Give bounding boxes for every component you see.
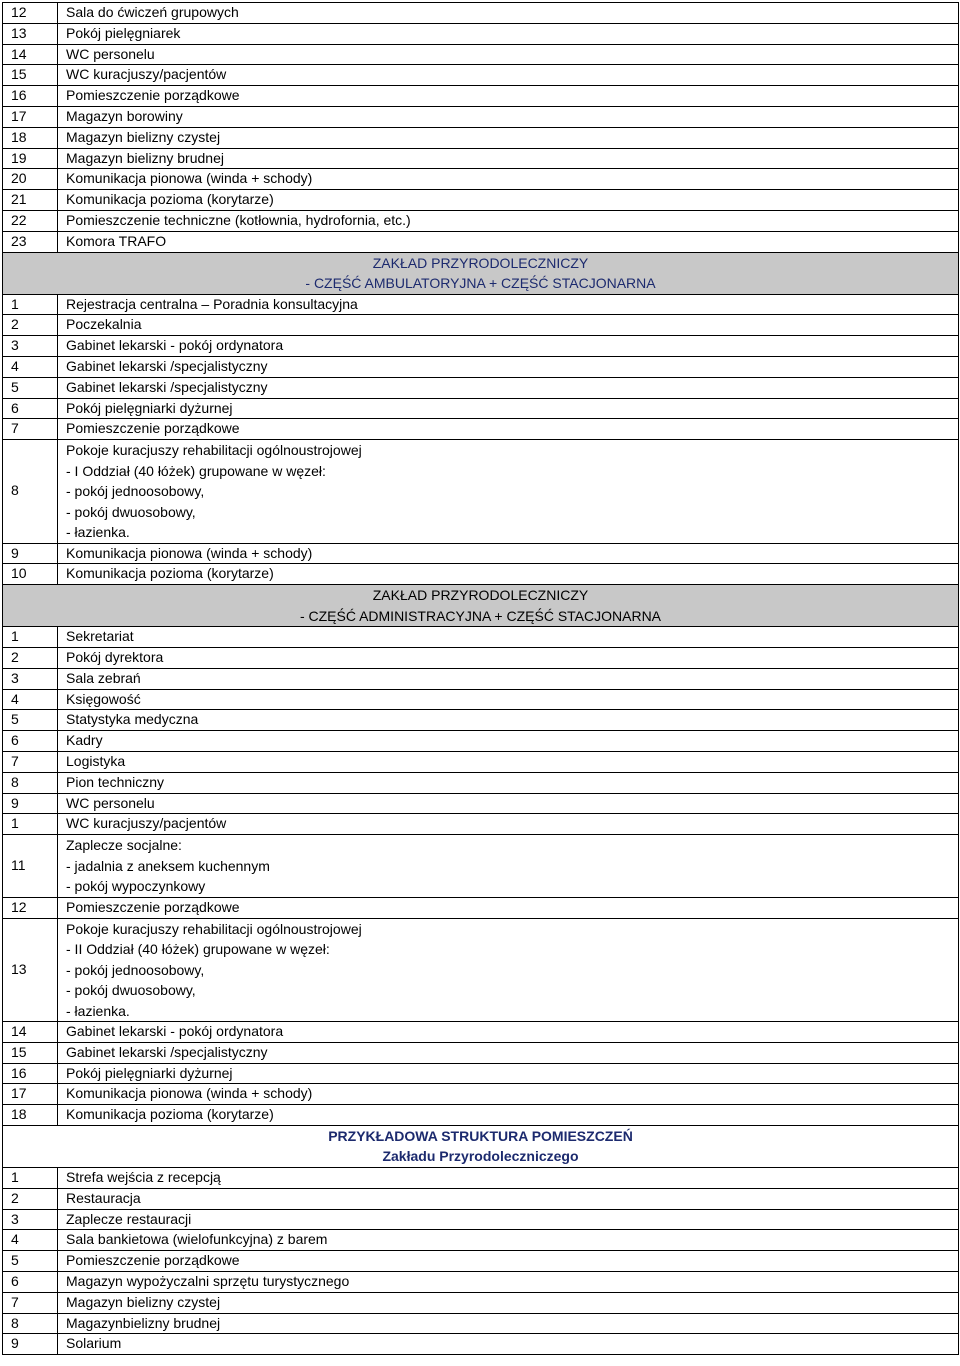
room-number: 8 <box>3 772 58 793</box>
section-header-ambulatory <box>3 252 959 294</box>
table-row <box>3 294 959 315</box>
room-number: 9 <box>3 1334 58 1355</box>
section-title: PRZYKŁADOWA STRUKTURA POMIESZCZEŃ <box>328 1127 633 1144</box>
table-row <box>3 1251 959 1272</box>
room-name-line: - łazienka. <box>66 1002 130 1019</box>
room-number: 5 <box>3 377 58 398</box>
table-row <box>3 106 959 127</box>
room-name: Komunikacja pionowa (winda + schody) <box>58 1084 959 1105</box>
room-number: 18 <box>3 1105 58 1126</box>
room-number: 12 <box>3 897 58 918</box>
room-name: Komunikacja pionowa (winda + schody) <box>58 169 959 190</box>
room-number: 1 <box>3 627 58 648</box>
room-number: 14 <box>3 1022 58 1043</box>
room-name: Magazyn bielizny czystej <box>58 127 959 148</box>
section-title: ZAKŁAD PRZYRODOLECZNICZY <box>372 254 589 271</box>
room-name: Pomieszczenie porządkowe <box>58 897 959 918</box>
room-name: Sala zebrań <box>58 668 959 689</box>
room-name: Pokój pielęgniarki dyżurnej <box>58 398 959 419</box>
room-name: Restauracja <box>58 1188 959 1209</box>
table-row <box>3 772 959 793</box>
room-number: 19 <box>3 148 58 169</box>
room-name: Sekretariat <box>58 627 959 648</box>
room-number: 6 <box>3 398 58 419</box>
room-name-line: - pokój jednoosobowy, <box>66 483 205 500</box>
room-name-line: - pokój jednoosobowy, <box>66 961 205 978</box>
table-row <box>3 814 959 835</box>
room-number: 14 <box>3 44 58 65</box>
room-name: Gabinet lekarski /specjalistyczny <box>58 377 959 398</box>
table-row <box>3 231 959 252</box>
room-name: Poczekalnia <box>58 315 959 336</box>
room-name: Pokój pielęgniarki dyżurnej <box>58 1063 959 1084</box>
room-structure-table <box>2 2 959 1355</box>
room-name-line: - łazienka. <box>66 524 130 541</box>
room-name-line: - jadalnia z aneksem kuchennym <box>66 857 270 874</box>
table-row <box>3 543 959 564</box>
room-number: 9 <box>3 793 58 814</box>
room-name: Logistyka <box>58 752 959 773</box>
section-subtitle: - CZĘŚĆ ADMINISTRACYJNA + CZĘŚĆ STACJONARNA <box>299 607 662 624</box>
room-name-line: Pokoje kuracjuszy rehabilitacji ogólnoustrojowej <box>66 920 362 937</box>
room-name: Strefa wejścia z recepcją <box>58 1167 959 1188</box>
section-header-cell <box>3 1125 959 1167</box>
room-number: 7 <box>3 752 58 773</box>
room-name: Magazynbielizny brudnej <box>58 1313 959 1334</box>
room-name-line: Zaplecze socjalne: <box>66 837 182 854</box>
room-number: 4 <box>3 356 58 377</box>
section-subtitle: - CZĘŚĆ AMBULATORYJNA + CZĘŚĆ STACJONARNA <box>305 275 656 292</box>
room-name: Sala bankietowa (wielofunkcyjna) z barem <box>58 1230 959 1251</box>
room-name: Komunikacja pozioma (korytarze) <box>58 1105 959 1126</box>
room-number: 9 <box>3 543 58 564</box>
room-number: 1 <box>3 1167 58 1188</box>
room-number: 10 <box>3 564 58 585</box>
room-number: 11 <box>3 835 58 898</box>
table-row-multiline <box>3 440 959 544</box>
room-number: 18 <box>3 127 58 148</box>
table-row <box>3 1042 959 1063</box>
table-row <box>3 1209 959 1230</box>
room-name: Rejestracja centralna – Poradnia konsultacyjna <box>58 294 959 315</box>
table-row <box>3 86 959 107</box>
table-row <box>3 356 959 377</box>
table-row <box>3 65 959 86</box>
room-number: 4 <box>3 689 58 710</box>
table-row <box>3 1188 959 1209</box>
room-number: 5 <box>3 710 58 731</box>
room-number: 4 <box>3 1230 58 1251</box>
table-row <box>3 1167 959 1188</box>
room-name: Statystyka medyczna <box>58 710 959 731</box>
room-number: 1 <box>3 814 58 835</box>
room-name-multiline <box>58 440 959 544</box>
table-row <box>3 1022 959 1043</box>
room-name: Zaplecze restauracji <box>58 1209 959 1230</box>
table-row <box>3 1105 959 1126</box>
room-name: WC kuracjuszy/pacjentów <box>58 814 959 835</box>
table-row-multiline <box>3 918 959 1022</box>
table-row <box>3 1271 959 1292</box>
room-name-line: - pokój dwuosobowy, <box>66 503 196 520</box>
table-row <box>3 148 959 169</box>
room-name: Magazyn bielizny brudnej <box>58 148 959 169</box>
table-row <box>3 564 959 585</box>
room-name: Magazyn wypożyczalni sprzętu turystycznego <box>58 1271 959 1292</box>
room-number: 2 <box>3 648 58 669</box>
table-row <box>3 23 959 44</box>
room-name: Pomieszczenie techniczne (kotłownia, hydrofornia, etc.) <box>58 210 959 231</box>
room-name: Sala do ćwiczeń grupowych <box>58 3 959 24</box>
room-number: 8 <box>3 1313 58 1334</box>
table-row <box>3 731 959 752</box>
room-number: 17 <box>3 106 58 127</box>
room-name: Pokój dyrektora <box>58 648 959 669</box>
table-row <box>3 1084 959 1105</box>
room-name: Komunikacja pozioma (korytarze) <box>58 190 959 211</box>
table-row <box>3 190 959 211</box>
table-row <box>3 210 959 231</box>
room-name-multiline <box>58 918 959 1022</box>
room-name-line: - pokój wypoczynkowy <box>66 878 206 895</box>
room-number: 6 <box>3 731 58 752</box>
room-name: Magazyn bielizny czystej <box>58 1292 959 1313</box>
room-name: Pomieszczenie porządkowe <box>58 86 959 107</box>
room-number: 1 <box>3 294 58 315</box>
room-name: Gabinet lekarski - pokój ordynatora <box>58 336 959 357</box>
room-name-line: - I Oddział (40 łóżek) grupowane w węzeł: <box>66 462 326 479</box>
room-number: 8 <box>3 440 58 544</box>
table-row <box>3 127 959 148</box>
room-name: Pokój pielęgniarek <box>58 23 959 44</box>
table-row <box>3 668 959 689</box>
table-row <box>3 1292 959 1313</box>
table-row <box>3 398 959 419</box>
room-name: Pomieszczenie porządkowe <box>58 1251 959 1272</box>
table-row <box>3 315 959 336</box>
room-number: 15 <box>3 65 58 86</box>
table-row <box>3 793 959 814</box>
room-name: Solarium <box>58 1334 959 1355</box>
room-number: 3 <box>3 336 58 357</box>
room-name: WC personelu <box>58 44 959 65</box>
table-row <box>3 419 959 440</box>
room-number: 6 <box>3 1271 58 1292</box>
table-row <box>3 1063 959 1084</box>
section-title: ZAKŁAD PRZYRODOLECZNICZY <box>372 587 589 604</box>
room-number: 3 <box>3 668 58 689</box>
table-row <box>3 689 959 710</box>
section-header-cell <box>3 252 959 294</box>
room-number: 15 <box>3 1042 58 1063</box>
room-number: 3 <box>3 1209 58 1230</box>
room-name: Komunikacja pionowa (winda + schody) <box>58 543 959 564</box>
table-row <box>3 377 959 398</box>
table-row <box>3 1230 959 1251</box>
room-number: 2 <box>3 315 58 336</box>
section-subtitle: Zakładu Przyrodoleczniczego <box>382 1148 579 1165</box>
room-number: 16 <box>3 86 58 107</box>
room-number: 20 <box>3 169 58 190</box>
room-name: Komora TRAFO <box>58 231 959 252</box>
room-name-line: - pokój dwuosobowy, <box>66 982 196 998</box>
section-header-example <box>3 1125 959 1167</box>
table-row <box>3 336 959 357</box>
room-number: 7 <box>3 419 58 440</box>
room-name: Magazyn borowiny <box>58 106 959 127</box>
room-name: Pomieszczenie porządkowe <box>58 419 959 440</box>
table-row-multiline <box>3 835 959 898</box>
room-number: 5 <box>3 1251 58 1272</box>
table-row <box>3 627 959 648</box>
room-number: 17 <box>3 1084 58 1105</box>
room-name: Komunikacja pozioma (korytarze) <box>58 564 959 585</box>
room-number: 22 <box>3 210 58 231</box>
room-name-line: - II Oddział (40 łóżek) grupowane w węzeł: <box>66 941 330 957</box>
room-name: Gabinet lekarski - pokój ordynatora <box>58 1022 959 1043</box>
room-name-multiline <box>58 835 959 898</box>
table-row <box>3 897 959 918</box>
table-row <box>3 1334 959 1355</box>
room-name: Gabinet lekarski /specjalistyczny <box>58 356 959 377</box>
table-body <box>3 3 959 1355</box>
room-number: 2 <box>3 1188 58 1209</box>
room-name: Gabinet lekarski /specjalistyczny <box>58 1042 959 1063</box>
room-name: Księgowość <box>58 689 959 710</box>
room-number: 13 <box>3 918 58 1022</box>
room-number: 13 <box>3 23 58 44</box>
table-row <box>3 3 959 24</box>
room-name-line: Pokoje kuracjuszy rehabilitacji ogólnoustrojowej <box>66 442 362 459</box>
room-name: Pion techniczny <box>58 772 959 793</box>
room-number: 7 <box>3 1292 58 1313</box>
room-number: 23 <box>3 231 58 252</box>
table-row <box>3 648 959 669</box>
room-name: Kadry <box>58 731 959 752</box>
table-row <box>3 169 959 190</box>
table-row <box>3 710 959 731</box>
room-number: 16 <box>3 1063 58 1084</box>
table-row <box>3 1313 959 1334</box>
room-number: 21 <box>3 190 58 211</box>
room-number: 12 <box>3 3 58 24</box>
room-name: WC personelu <box>58 793 959 814</box>
section-header-admin <box>3 585 959 627</box>
table-row <box>3 752 959 773</box>
table-row <box>3 44 959 65</box>
room-name: WC kuracjuszy/pacjentów <box>58 65 959 86</box>
section-header-cell <box>3 585 959 627</box>
